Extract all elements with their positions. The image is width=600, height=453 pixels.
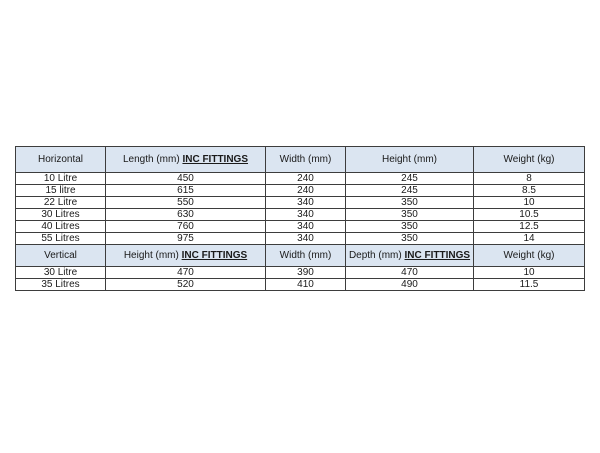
width-cell: 240 [266, 185, 346, 197]
length-cell: 550 [106, 197, 266, 209]
capacity-cell: 40 Litres [16, 221, 106, 233]
width-cell: 340 [266, 221, 346, 233]
vertical-height-header-label: Height (mm) [123, 250, 182, 261]
capacity-cell: 55 Litres [16, 233, 106, 245]
table-row [16, 197, 585, 209]
length-cell: 760 [106, 221, 266, 233]
height-cell: 350 [346, 221, 474, 233]
length-header-label: Length (mm) [122, 154, 183, 165]
table-row [16, 221, 585, 233]
capacity-cell: 30 Litre [16, 267, 106, 279]
depth-cell: 490 [346, 279, 474, 291]
weight-cell: 10 [474, 197, 585, 209]
capacity-cell: 35 Litres [16, 279, 106, 291]
capacity-cell: 15 litre [16, 185, 106, 197]
table-row [16, 209, 585, 221]
width-cell: 410 [266, 279, 346, 291]
vertical-height-header-emphasis: INC FITTINGS [181, 250, 248, 261]
length-cell: 630 [106, 209, 266, 221]
vertical-category-header: Vertical [16, 245, 106, 267]
horizontal-category-header: Horizontal [16, 147, 106, 173]
width-cell: 390 [266, 267, 346, 279]
height-cell: 245 [346, 173, 474, 185]
table-row [16, 173, 585, 185]
vertical-height-header [106, 245, 266, 267]
dimensions-table [15, 146, 585, 291]
weight-cell: 8 [474, 173, 585, 185]
weight-header: Weight (kg) [474, 147, 585, 173]
capacity-cell: 30 Litres [16, 209, 106, 221]
horizontal-header-row [16, 147, 585, 173]
width-cell: 240 [266, 173, 346, 185]
height-header: Height (mm) [346, 147, 474, 173]
vertical-weight-header: Weight (kg) [474, 245, 585, 267]
vertical-header-row [16, 245, 585, 267]
depth-cell: 470 [346, 267, 474, 279]
height-cell: 470 [106, 267, 266, 279]
capacity-cell: 10 Litre [16, 173, 106, 185]
width-cell: 340 [266, 233, 346, 245]
length-header [106, 147, 266, 173]
height-cell: 245 [346, 185, 474, 197]
height-cell: 350 [346, 233, 474, 245]
weight-cell: 14 [474, 233, 585, 245]
weight-cell: 8.5 [474, 185, 585, 197]
table-row [16, 267, 585, 279]
capacity-cell: 22 Litre [16, 197, 106, 209]
length-cell: 975 [106, 233, 266, 245]
weight-cell: 12.5 [474, 221, 585, 233]
width-cell: 340 [266, 197, 346, 209]
weight-cell: 11.5 [474, 279, 585, 291]
height-cell: 350 [346, 209, 474, 221]
height-cell: 520 [106, 279, 266, 291]
length-header-emphasis: INC FITTINGS [182, 154, 249, 165]
depth-header-label: Depth (mm) [348, 250, 405, 261]
weight-cell: 10.5 [474, 209, 585, 221]
height-cell: 350 [346, 197, 474, 209]
depth-header [346, 245, 474, 267]
length-cell: 450 [106, 173, 266, 185]
width-cell: 340 [266, 209, 346, 221]
vertical-width-header: Width (mm) [266, 245, 346, 267]
weight-cell: 10 [474, 267, 585, 279]
table-row [16, 279, 585, 291]
table-row [16, 233, 585, 245]
table-row [16, 185, 585, 197]
width-header: Width (mm) [266, 147, 346, 173]
depth-header-emphasis: INC FITTINGS [404, 250, 471, 261]
length-cell: 615 [106, 185, 266, 197]
